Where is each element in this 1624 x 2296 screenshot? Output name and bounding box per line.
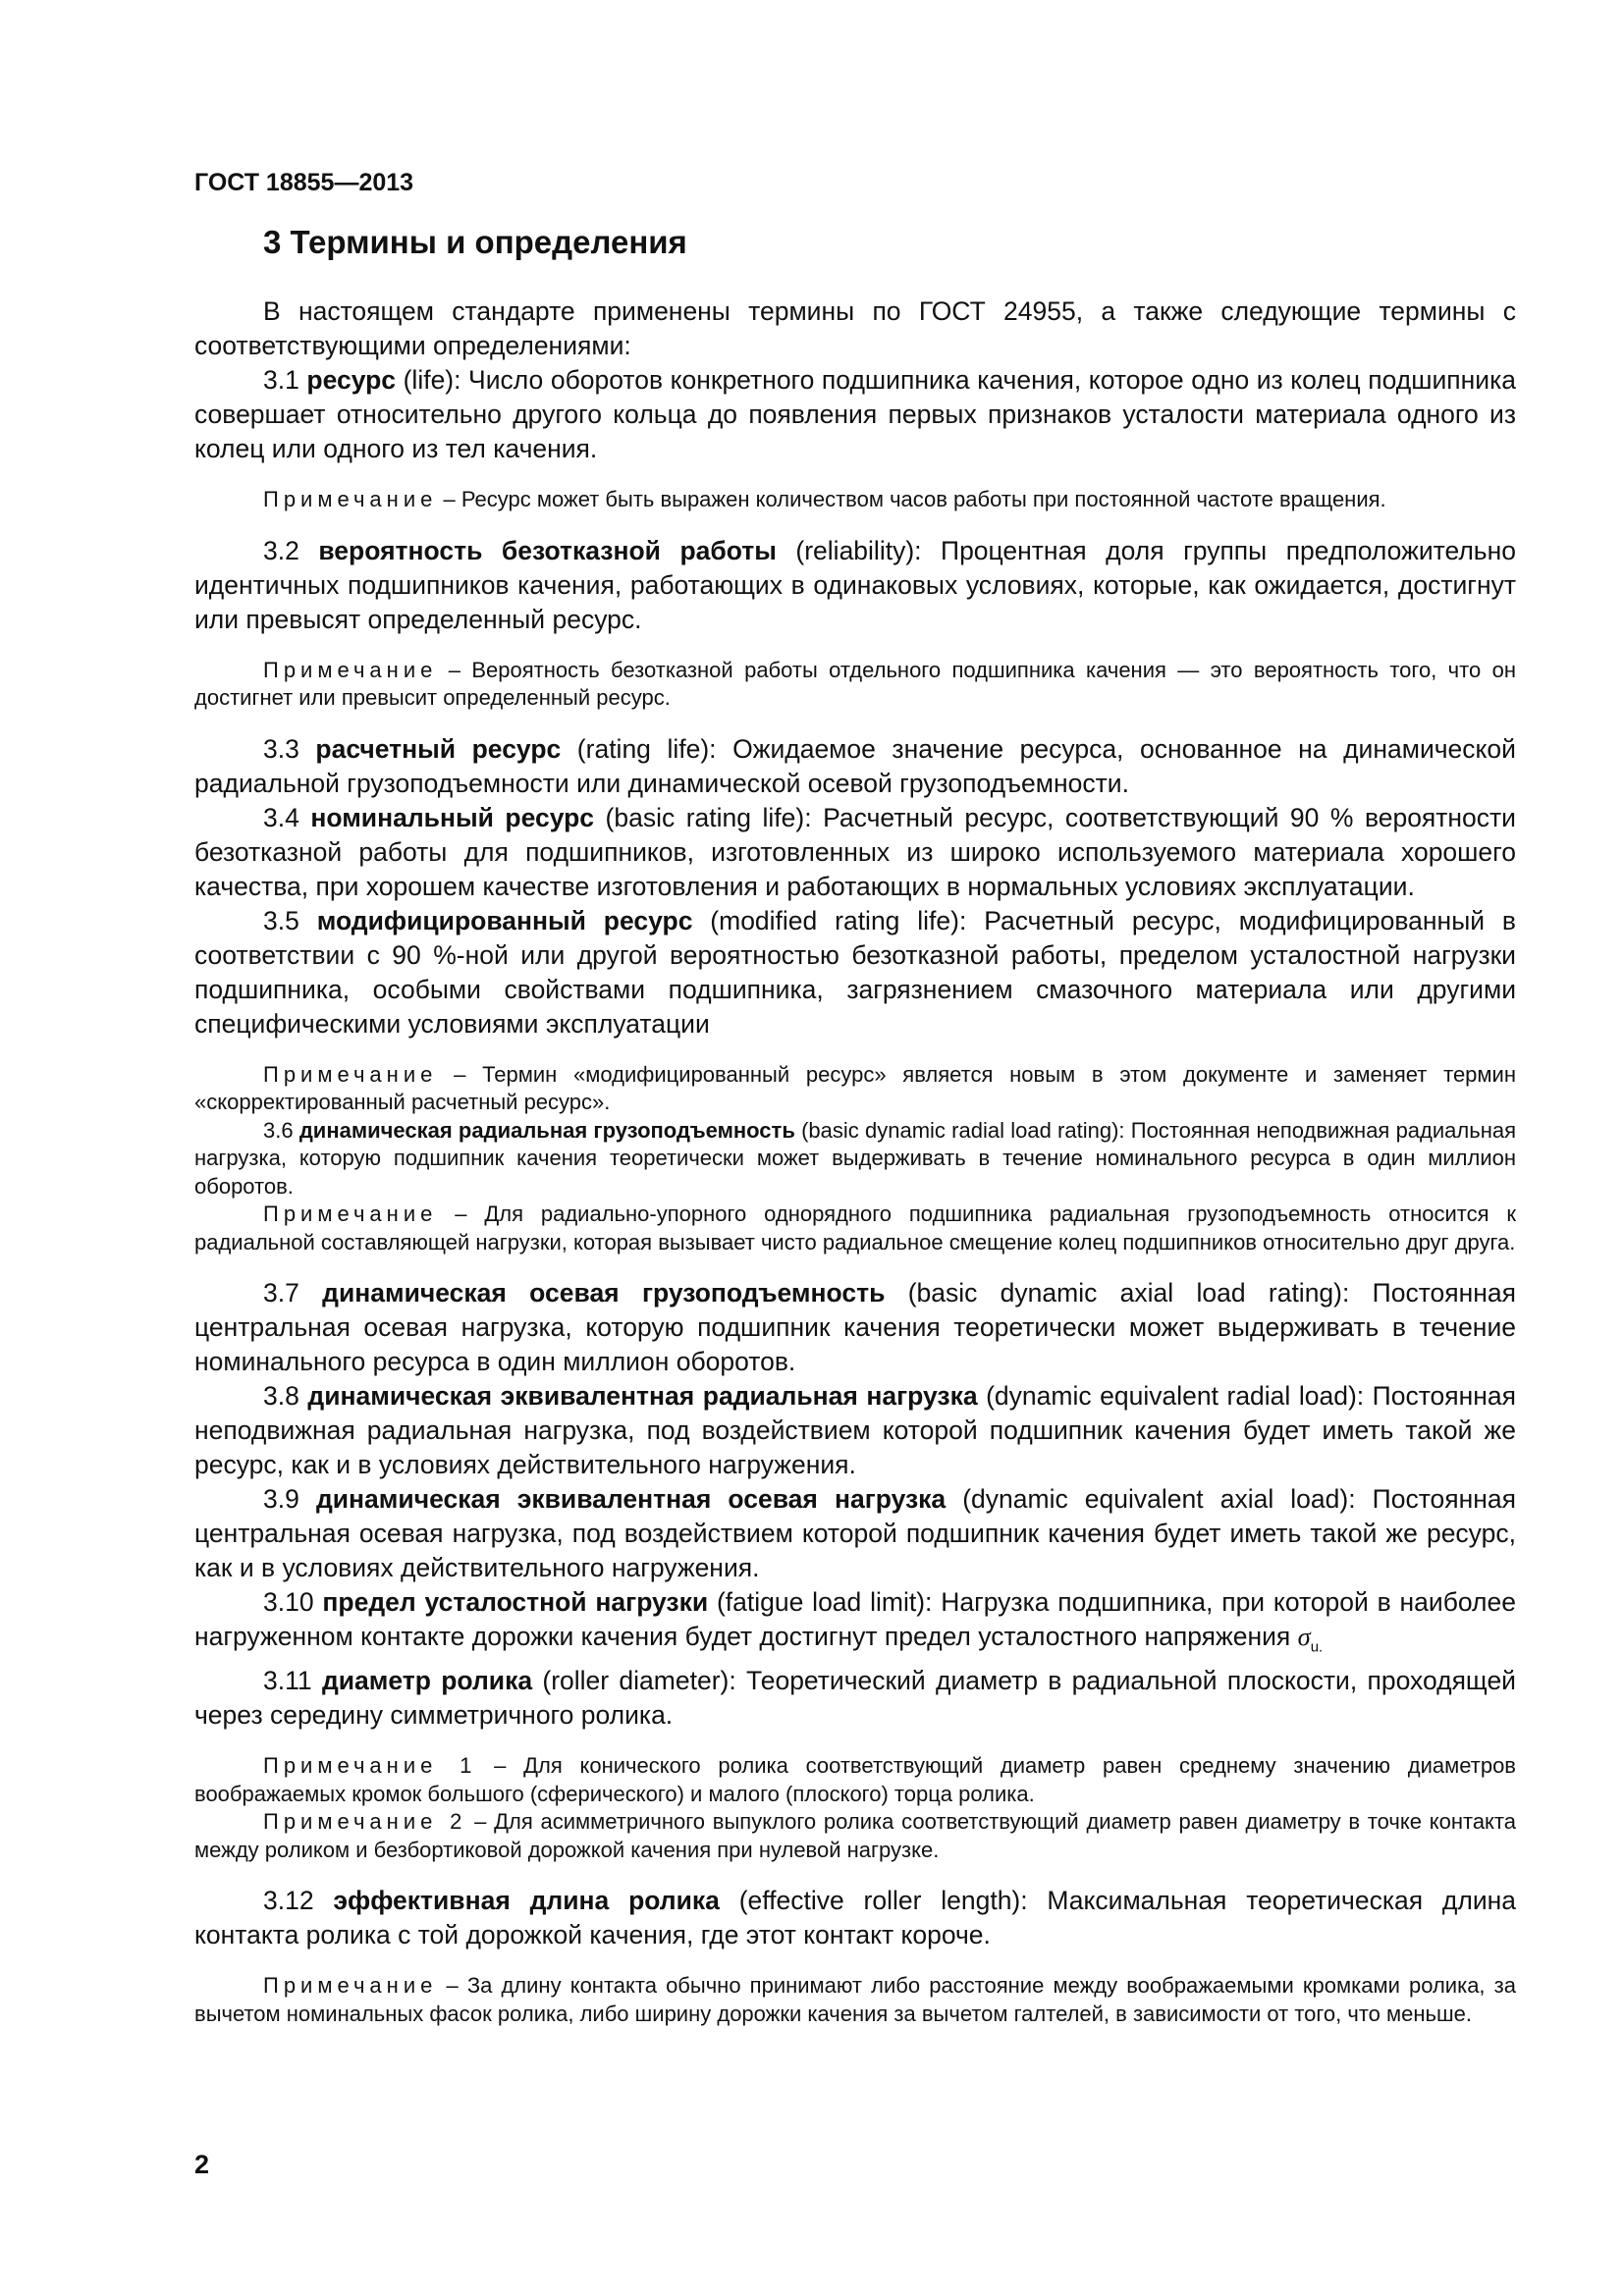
note-3-5 [194,1061,1516,1117]
note-3-11-1 [194,1752,1516,1808]
term-name: динамическая эквивалентная осевая нагрузка [315,1484,947,1514]
term-number: 3.5 [263,905,299,935]
document-body [194,294,1516,2028]
term-3-9 [194,1482,1516,1585]
term-number: 3.8 [263,1381,299,1411]
term-number: 3.10 [263,1587,314,1617]
note-text: – Для асимметричного выпуклого ролика соответствующий диаметр равен диаметру в точке контакта между роликом и безбортиковой дорожкой качения при нулевой нагрузке. [194,1809,1516,1862]
term-number: 3.7 [263,1278,299,1308]
sigma-symbol: σ [1297,1622,1311,1651]
note-label: Примечание 1 [263,1753,477,1779]
term-name: эффективная длина ролика [333,1886,720,1916]
term-3-3 [194,732,1516,801]
term-3-6 [194,1117,1516,1201]
note-3-6 [194,1201,1516,1256]
note-3-1 [194,486,1516,514]
note-text: – Для радиально-упорного однорядного подшипника радиальная грузоподъемность относится к радиальной составляющей нагрузки, которая вызывает чисто радиальное смещение колец подшипников относительно друг друга. [194,1201,1516,1255]
section-title: 3 Термины и определения [263,224,687,260]
term-definition: (dynamic equivalent radial load): Постоянная неподвижная радиальная нагрузка, под воздействием которой подшипник качения будет иметь такой же ресурс, как и в условиях действительного нагружения. [194,1381,1516,1479]
term-3-4 [194,801,1516,904]
term-definition: (basic rating life): Расчетный ресурс, соответствующий 90 % вероятности безотказной работы для подшипников, изготовленных из широко используемого материала хорошего качества, при хорошем качестве изготовления и работающих в нормальных условиях эксплуатации. [194,802,1516,901]
term-definition: (rating life): Ожидаемое значение ресурса, основанное на динамической радиальной грузоподъемности или динамической осевой грузоподъемности. [194,733,1516,798]
sigma-subscript: u. [1310,1638,1324,1656]
term-name: ресурс [306,365,397,395]
term-3-12 [194,1884,1516,1952]
term-name: номинальный ресурс [310,802,595,832]
note-label: Примечание [263,1061,438,1087]
note-text: – Для конического ролика соответствующий диаметр равен среднему значению диаметров воображаемых кромок большого (сферического) и малого (плоского) торца ролика. [194,1753,1516,1806]
term-number: 3.9 [263,1484,299,1514]
term-number: 3.12 [263,1886,314,1916]
term-definition: (effective roller length): Максимальная теоретическая длина контакта ролика с той дорожкой качения, где этот контакт короче. [194,1886,1516,1950]
term-definition: (roller diameter): Теоретический диаметр в радиальной плоскости, проходящей через середину симметричного ролика. [194,1666,1516,1731]
term-definition: (reliability): Процентная доля группы предположительно идентичных подшипников качения, работающих в одинаковых условиях, которые, как ожидается, достигнут или превысят определенный ресурс. [194,535,1516,634]
term-number: 3.2 [263,535,299,565]
note-label: Примечание [263,1973,438,1999]
document-header: ГОСТ 18855—2013 [194,169,414,196]
term-name: вероятность безотказной работы [318,535,777,565]
note-text: – Ресурс может быть выражен количеством часов работы при постоянной частоте вращения. [443,487,1386,511]
term-3-2 [194,534,1516,637]
term-definition: (fatigue load limit): Нагрузка подшипника, при которой в наиболее нагруженном контакте дорожки качения будет достигнут предел усталостного напряжения [194,1587,1516,1651]
term-3-8 [194,1379,1516,1482]
term-name: предел усталостной нагрузки [322,1587,709,1617]
term-3-7 [194,1276,1516,1379]
note-text: – Вероятность безотказной работы отдельного подшипника качения — это вероятность того, что он достигнет или превысит определенный ресурс. [194,657,1516,710]
term-3-5 [194,904,1516,1041]
term-name: динамическая радиальная грузоподъемность [298,1117,795,1143]
term-3-10 [194,1585,1516,1664]
term-number: 3.6 [263,1117,294,1143]
term-name: модифицированный ресурс [316,905,693,935]
note-3-11-2 [194,1808,1516,1864]
term-3-11 [194,1664,1516,1733]
term-definition: (modified rating life): Расчетный ресурс, модифицированный в соответствии с 90 %-ной или другой вероятностью безотказной работы, пределом усталостной нагрузки подшипника, особыми свойствами подшипника, загрязнением смазочного материала или другими специфическими условиями эксплуатации [194,905,1516,1039]
term-number: 3.4 [263,802,299,832]
note-label: Примечание [263,657,438,682]
intro-paragraph: В настоящем стандарте применены термины по ГОСТ 24955, а также следующие термины с соответствующими определениями: [194,296,1516,360]
note-3-2 [194,657,1516,713]
term-name: динамическая эквивалентная радиальная нагрузка [307,1381,978,1411]
term-name: расчетный ресурс [315,733,562,764]
page-number: 2 [194,2150,210,2179]
note-label: Примечание 2 [263,1809,467,1835]
note-3-12 [194,1972,1516,2028]
term-name: динамическая осевая грузоподъемность [322,1278,886,1308]
term-number: 3.1 [263,365,299,395]
term-3-1 [194,363,1516,466]
term-definition: (basic dynamic axial load rating): Постоянная центральная осевая нагрузка, которую подшипник качения теоретически может выдерживать в течение номинального ресурса в один миллион оборотов. [194,1278,1516,1376]
term-name: диаметр ролика [321,1666,533,1696]
term-definition: (life): Число оборотов конкретного подшипника качения, которое одно из колец подшипника совершает относительно другого кольца до появления первых признаков усталости материала одного из колец или одного из тел качения. [194,365,1516,463]
note-label: Примечание [263,487,438,511]
term-number: 3.11 [263,1666,312,1696]
term-number: 3.3 [263,733,299,764]
term-definition: (basic dynamic radial load rating): Постоянная неподвижная радиальная нагрузка, которую подшипник качения теоретически может выдерживать в течение номинального ресурса в один миллион оборотов. [194,1117,1517,1199]
note-label: Примечание [263,1201,438,1226]
note-text: – Термин «модифицированный ресурс» является новым в этом документе и заменяет термин «скорректированный расчетный ресурс». [194,1061,1516,1114]
term-definition: (dynamic equivalent axial load): Постоянная центральная осевая нагрузка, под воздействием которой подшипник качения будет иметь такой же ресурс, как и в условиях действительного нагружения. [194,1484,1516,1582]
note-text: – За длину контакта обычно принимают либо расстояние между воображаемыми кромками ролика, за вычетом номинальных фасок ролика, либо ширину дорожки качения за вычетом галтелей, в зависимости от того, что меньше. [194,1973,1516,2026]
